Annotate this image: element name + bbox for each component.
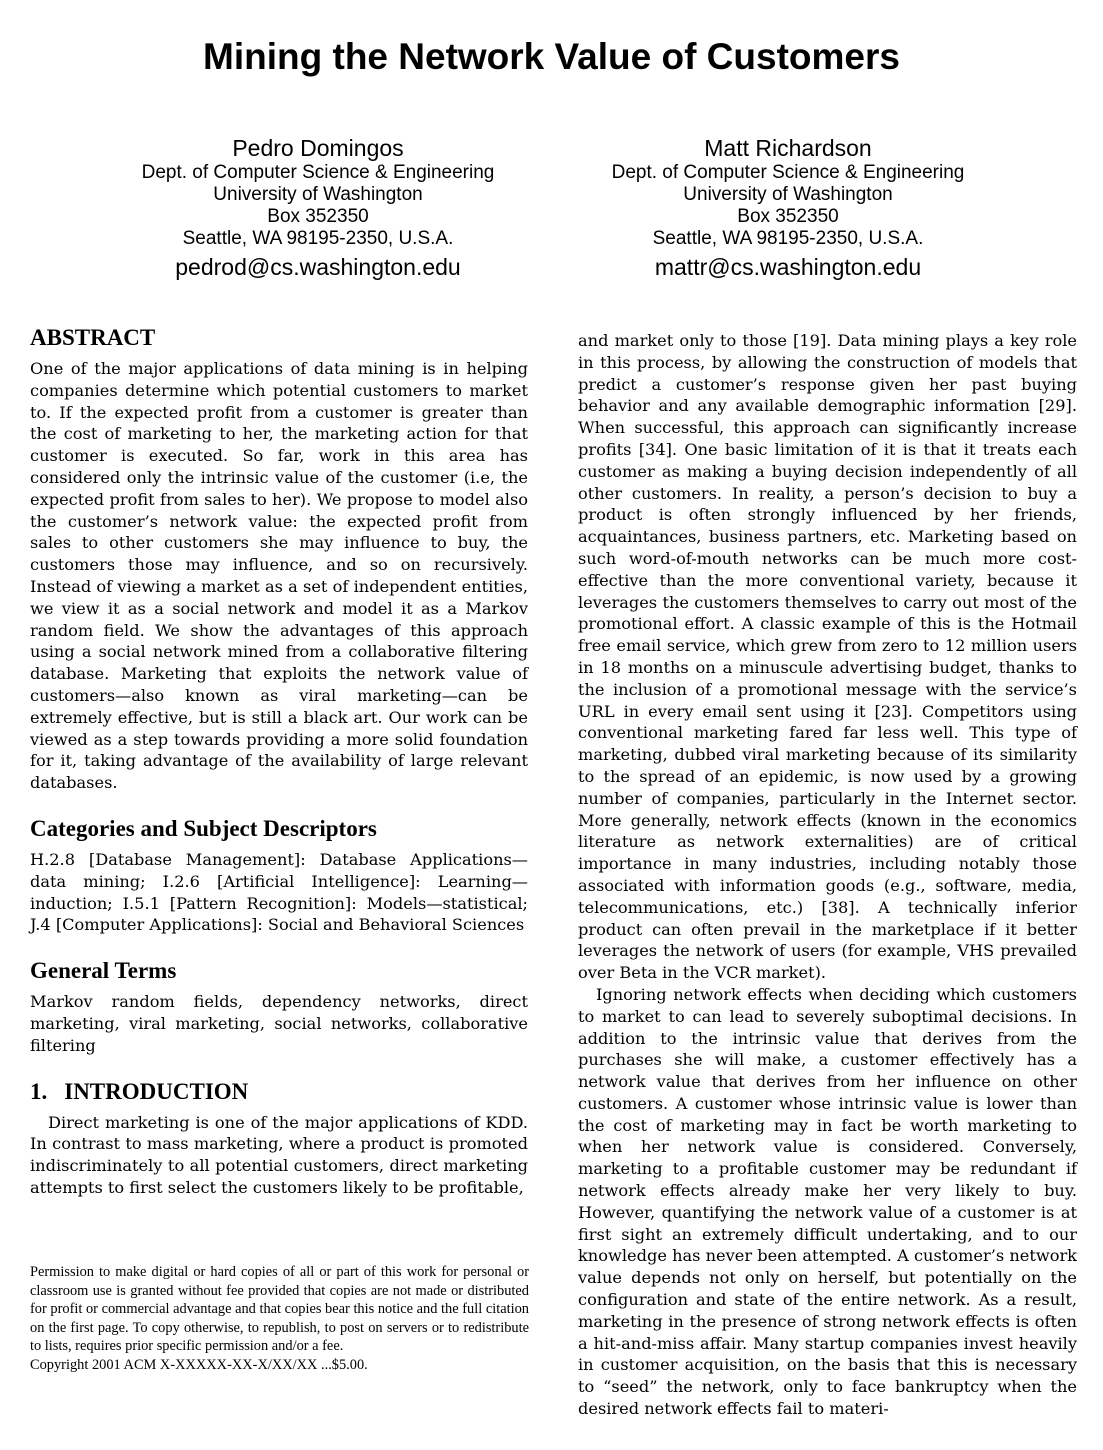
abstract-text: One of the major applications of data mining is in helping companies determine which potential customers to market to. If the expected profit from a customer is greater than the cost of marketing to her, the marketing action for that customer is executed. So far, work in this area has considered only the intrinsic value of the customer (i.e, the expected profit from sales to her). We propose to model also the customer’s network value: the expected profit from sales to other customers she may influence to buy, the customers those may influence, and so on recursively. Instead of viewing a market as a set of independent entities, we view it as a social network and model it as a Markov random field. We show the advantages of this approach using a social network mined from a collaborative filtering database. Marketing that exploits the network value of customers—also known as viral marketing—can be extremely effective, but is still a black art. Our work can be viewed as a step towards providing a more solid foundation for it, taking advantage of the availability of large relevant databases. bbox=[30, 359, 528, 793]
author-city: Seattle, WA 98195-2350, U.S.A. bbox=[182, 228, 454, 249]
section-number: 1. bbox=[30, 1078, 48, 1104]
author-name: Pedro Domingos bbox=[232, 135, 404, 161]
introduction-paragraph-1: Direct marketing is one of the major applications of KDD. In contrast to mass marketing, where a product is promoted indiscriminately to all potential customers, direct marketing attempts to first select the customers likely to be profitable, bbox=[30, 1112, 528, 1197]
left-column bbox=[30, 324, 528, 1199]
right-column bbox=[578, 330, 1077, 1420]
author-name: Matt Richardson bbox=[704, 135, 872, 161]
author-dept: Dept. of Computer Science & Engineering bbox=[141, 162, 495, 183]
author-email: pedrod@cs.washington.edu bbox=[175, 254, 461, 280]
author-university: University of Washington bbox=[213, 184, 423, 205]
paper-title: Mining the Network Value of Customers bbox=[203, 36, 900, 77]
author-block-2 bbox=[548, 134, 1028, 281]
author-box: Box 352350 bbox=[267, 206, 369, 227]
section-title: INTRODUCTION bbox=[64, 1078, 249, 1104]
author-university: University of Washington bbox=[683, 184, 893, 205]
copyright-text: Copyright 2001 ACM X-XXXXX-XX-X/XX/XX ...$5.00. bbox=[30, 1356, 368, 1373]
introduction-paragraph-2: Ignoring network effects when deciding which customers to market to can lead to severely suboptimal decisions. In addition to the intrinsic value that derives from the purchases she will make, a customer effectively has a network value that derives from her influence on other customers. A customer whose intrinsic value is lower than the cost of marketing may in fact be worth marketing to when her network value is considered. Conversely, marketing to a profitable customer may be redundant if network effects already make her very likely to buy. However, quantifying the network value of a customer is at first sight an extremely difficult undertaking, and to our knowledge has never been attempted. A customer’s network value depends not only on herself, but potentially on the configuration and state of the entire network. As a result, marketing in the presence of strong network effects is often a hit-and-miss affair. Many startup companies invest heavily in customer acquisition, on the basis that this is necessary to “seed” the network, only to face bankruptcy when the desired network effects fail to materi- bbox=[578, 984, 1077, 1419]
introduction-heading bbox=[30, 1078, 528, 1106]
categories-heading: Categories and Subject Descriptors bbox=[30, 815, 377, 841]
author-block-1 bbox=[78, 134, 558, 281]
general-terms-heading: General Terms bbox=[30, 958, 177, 984]
permission-footnote bbox=[30, 1263, 529, 1375]
author-dept: Dept. of Computer Science & Engineering bbox=[611, 162, 965, 183]
categories-text: H.2.8 [Database Management]: Database Applications—data mining; I.2.6 [Artificial Intelligence]: Learning—induction; I.5.1 [Pattern Recognition]: Models—statistical; J.4 [Computer Applications]: Social and Behavioral Sciences bbox=[30, 849, 528, 935]
author-city: Seattle, WA 98195-2350, U.S.A. bbox=[652, 228, 924, 249]
abstract-heading: ABSTRACT bbox=[30, 325, 156, 350]
author-box: Box 352350 bbox=[737, 206, 839, 227]
author-email: mattr@cs.washington.edu bbox=[654, 254, 922, 280]
introduction-paragraph-1-continued: and market only to those [19]. Data mining plays a key role in this process, by allowing the construction of models that predict a customer’s response given her past buying behavior and any available demographic information [29]. When successful, this approach can significantly increase profits [34]. One basic limitation of it is that it treats each customer as making a buying decision independently of all other customers. In reality, a person’s decision to buy a product is often strongly influenced by her friends, acquaintances, business partners, etc. Marketing based on such word-of-mouth networks can be much more cost-effective than the more conventional variety, because it leverages the customers themselves to carry out most of the promotional effort. A classic example of this is the Hotmail free email service, which grew from zero to 12 million users in 18 months on a minuscule advertising budget, thanks to the inclusion of a promotional message with the service’s URL in every email sent using it [23]. Competitors using conventional marketing fared far less well. This type of marketing, dubbed viral marketing because of its similarity to the spread of an epidemic, is now used by a growing number of companies, particularly in the Internet sector. More generally, network effects (known in the economics literature as network externalities) are of critical importance in many industries, including notably those associated with information goods (e.g., software, media, telecommunications, etc.) [38]. A technically inferior product can often prevail in the marketplace if it better leverages the network of users (for example, VHS prevailed over Beta in the VCR market). bbox=[578, 331, 1077, 983]
permission-text: Permission to make digital or hard copies of all or part of this work for personal or classroom use is granted without fee provided that copies are not made or distributed for profit or commercial advantage and that copies bear this notice and the full citation on the first page. To copy otherwise, to republish, to post on servers or to redistribute to lists, requires prior specific permission and/or a fee. bbox=[30, 1264, 529, 1355]
general-terms-text: Markov random fields, dependency networks, direct marketing, viral marketing, social networks, collaborative filtering bbox=[30, 992, 528, 1055]
